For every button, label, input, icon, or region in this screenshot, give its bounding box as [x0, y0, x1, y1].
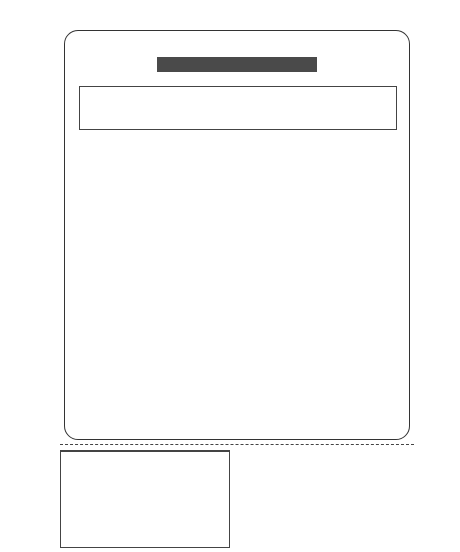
divider — [60, 444, 414, 445]
preview-frame — [64, 30, 410, 440]
series-box — [238, 450, 414, 548]
foreword-box — [79, 86, 397, 130]
feature-banner — [157, 57, 317, 72]
themes-box — [60, 450, 230, 548]
themes-title — [61, 451, 229, 452]
